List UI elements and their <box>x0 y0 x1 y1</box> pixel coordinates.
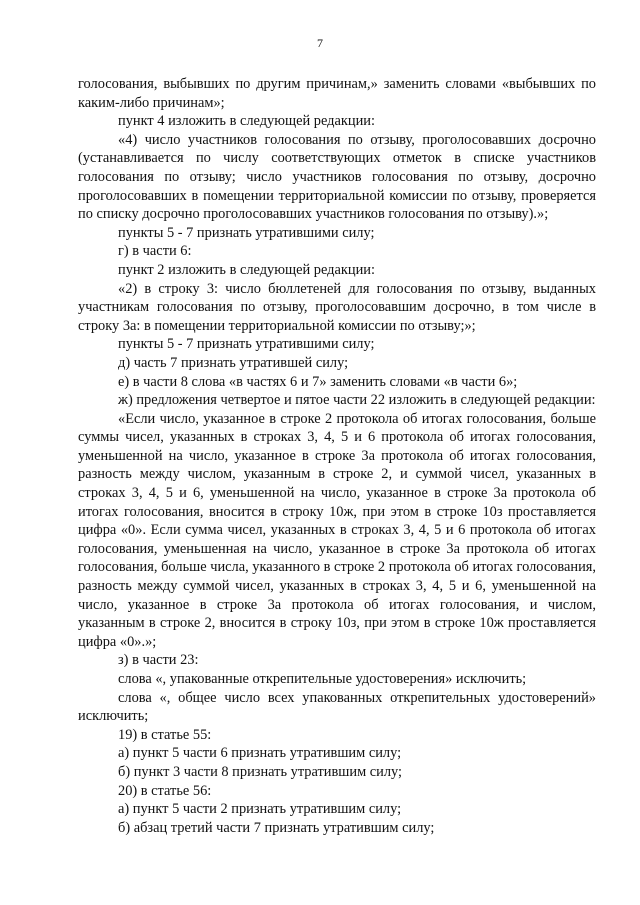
paragraph-quote-long: «Если число, указанное в строке 2 протокола об итогах голосования, больше суммы чисел, указанных в строках 3, 4, 5 и 6 протокола об итогах голосования, уменьшенной на число, указанное в строке 3а протокола об итогах голосования, разность между числом, указанным в строке 2, и суммой чисел, указанных в строках 3, 4, 5 и 6, уменьшенной на число, указанное в строке 3а протокола об итогах голосования, вносится в строку 10ж, при этом в строке 10з проставляется цифра «0». Если сумма чисел, указанных в строках 3, 4, 5 и 6 протокола об итогах голосования, уменьшенная на число, указанное в строке 3а протокола об итогах голосования, больше числа, указанного в строке 2 протокола об итогах голосования, разность между суммой чисел, указанных в строках 3, 4, 5 и 6, уменьшенной на число, указанное в строке 3а протокола об итогах голосования, и числом, указанным в строке 2, вносится в строку 10з, при этом в строке 10ж проставляется цифра «0».»; <box>78 410 597 650</box>
paragraph-quote-item-2: «2) в строку 3: число бюллетеней для голосования по отзыву, выданных участникам голосования по отзыву, проголосовавшим досрочно, в том числе в строку 3а: в помещении территориальной комиссии по отзыву;»; <box>78 280 596 334</box>
paragraph-subitem-z: з) в части 23: <box>118 652 199 669</box>
paragraph-subitem-b: б) пункт 3 части 8 признать утратившим силу; <box>118 763 403 780</box>
paragraph-subitem-g: г) в части 6: <box>118 243 192 260</box>
paragraph-item-19: 19) в статье 55: <box>118 726 212 743</box>
paragraph: слова «, упакованные открепительные удостоверения» исключить; <box>118 671 527 687</box>
paragraph-subitem-a: а) пункт 5 части 6 признать утратившим силу; <box>118 745 402 762</box>
paragraph-quote-item-4: «4) число участников голосования по отзыву, проголосовавших досрочно (устанавливается по числу соответствующих отметок в списке участников голосования по отзыву; число участников голосования по отзыву, досрочно проголосовавших в помещении территориальной комиссии по отзыву, проверяется по списку досрочно проголосовавших участников голосования по отзыву).»; <box>78 131 596 223</box>
paragraph: пункты 5 - 7 признать утратившими силу; <box>118 336 375 353</box>
paragraph-subitem-zh: ж) предложения четвертое и пятое части 22 изложить в следующей редакции: <box>118 392 596 409</box>
document-body <box>78 75 596 837</box>
page-number: 7 <box>317 36 323 50</box>
paragraph: пункт 2 изложить в следующей редакции: <box>118 261 375 278</box>
paragraph: пункты 5 - 7 признать утратившими силу; <box>118 224 375 241</box>
paragraph-item-20: 20) в статье 56: <box>118 782 212 799</box>
paragraph-subitem-a: а) пункт 5 части 2 признать утратившим силу; <box>118 801 402 818</box>
paragraph-subitem-e: е) в части 8 слова «в частях 6 и 7» заменить словами «в части 6»; <box>118 373 518 390</box>
paragraph-subitem-b: б) абзац третий части 7 признать утратившим силу; <box>118 819 435 836</box>
paragraph-continuation: голосования, выбывших по другим причинам,» заменить словами «выбывших по каким-либо причинам»; <box>78 76 596 111</box>
paragraph-subitem-d: д) часть 7 признать утратившей силу; <box>118 354 349 371</box>
paragraph: слова «, общее число всех упакованных открепительных удостоверений» исключить; <box>78 689 596 725</box>
paragraph: пункт 4 изложить в следующей редакции: <box>118 113 375 130</box>
